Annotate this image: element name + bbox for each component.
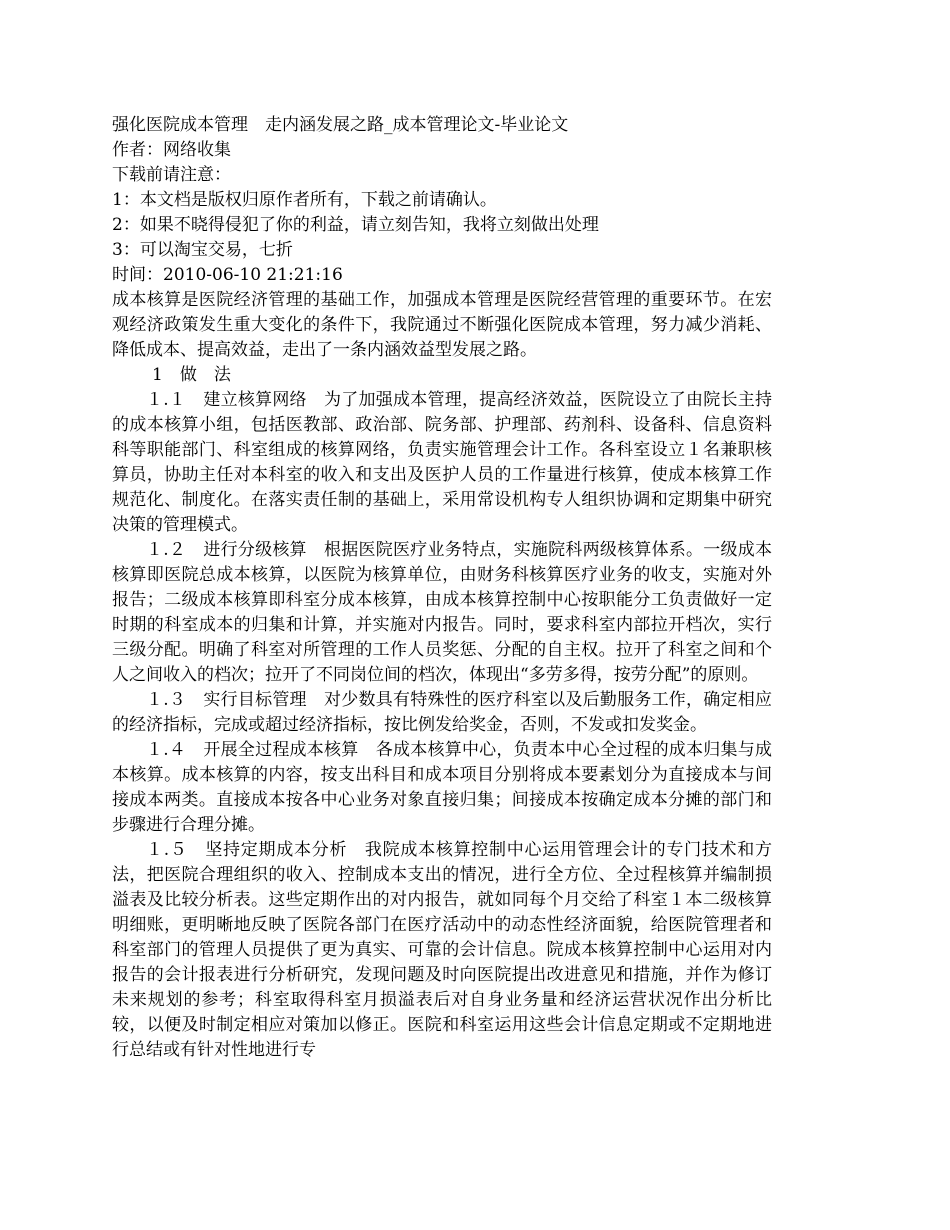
body-paragraph: １.５ 坚持定期成本分析 我院成本核算控制中心运用管理会计的专门技术和方法，把医院合理组织的收入、控制成本支出的情况，进行全方位、全过程核算并编制损溢表及比较分析表。这些定期作出的对内报告，就如同每个月交给了科室１本二级核算明细账，更明晰地反映了医院各部门在医疗活动中的动态性经济面貌，给医院管理者和科室部门的管理人员提供了更为真实、可靠的会计信息。院成本核算控制中心运用对内报告的会计报表进行分析研究，发现问题及时向医院提出改进意见和措施，并作为修订未来规划的参考；科室取得科室月损溢表后对自身业务量和经济运营状况作出分析比较，以便及时制定相应对策加以修正。医院和科室运用这些会计信息定期或不定期地进行总结或有针对性地进行专 — [112, 840, 772, 1060]
body-paragraph: １.３ 实行目标管理 对少数具有特殊性的医疗科室以及后勤服务工作，确定相应的经济指标，完成或超过经济指标，按比例发给奖金，否则，不发或扣发奖金。 — [112, 690, 772, 735]
notice-item: 2：如果不晓得侵犯了你的利益，请立刻告知，我将立刻做出处理 — [112, 215, 599, 235]
body-paragraph: １.４ 开展全过程成本核算 各成本核算中心，负责本中心全过程的成本归集与成本核算。成本核算的内容，按支出科目和成本项目分别将成本要素划分为直接成本与间接成本两类。直接成本按各中心业务对象直接归集；间接成本按确定成本分摊的部门和步骤进行合理分摊。 — [112, 740, 772, 835]
timestamp-line: 时间：2010-06-10 21:21:16 — [112, 265, 343, 285]
body-paragraph: １.１ 建立核算网络 为了加强成本管理，提高经济效益，医院设立了由院长主持的成本核算小组，包括医教部、政治部、院务部、护理部、药剂科、设备科、信息资料科等职能部门、科室组成的核算网络，负责实施管理会计工作。各科室设立１名兼职核算员，协助主任对本科室的收入和支出及医护人员的工作量进行核算，使成本核算工作规范化、制度化。在落实责任制的基础上，采用常设机构专人组织协调和定期集中研究决策的管理模式。 — [112, 390, 772, 535]
intro-paragraph: 成本核算是医院经济管理的基础工作，加强成本管理是医院经营管理的重要环节。在宏观经济政策发生重大变化的条件下，我院通过不断强化医院成本管理，努力减少消耗、降低成本、提高效益，走出了一条内涵效益型发展之路。 — [112, 290, 772, 360]
author-line: 作者：网络收集 — [112, 140, 231, 160]
section-heading: 1 做 法 — [152, 365, 231, 385]
notice-heading: 下载前请注意： — [112, 165, 231, 185]
document-title: 强化医院成本管理 走内涵发展之路_成本管理论文-毕业论文 — [112, 115, 569, 135]
notice-item: 3：可以淘宝交易，七折 — [112, 240, 293, 260]
body-paragraph: １.２ 进行分级核算 根据医院医疗业务特点，实施院科两级核算体系。一级成本核算即医院总成本核算，以医院为核算单位，由财务科核算医疗业务的收支，实施对外报告；二级成本核算即科室分成本核算，由成本核算控制中心按职能分工负责做好一定时期的科室成本的归集和计算，并实施对内报告。同时，要求科室内部拉开档次，实行三级分配。明确了科室对所管理的工作人员奖惩、分配的自主权。拉开了科室之间和个人之间收入的档次；拉开了不同岗位间的档次，体现出“多劳多得，按劳分配”的原则。 — [112, 540, 772, 685]
notice-item: 1：本文档是版权归原作者所有，下载之前请确认。 — [112, 190, 497, 210]
document-page — [112, 113, 772, 1063]
